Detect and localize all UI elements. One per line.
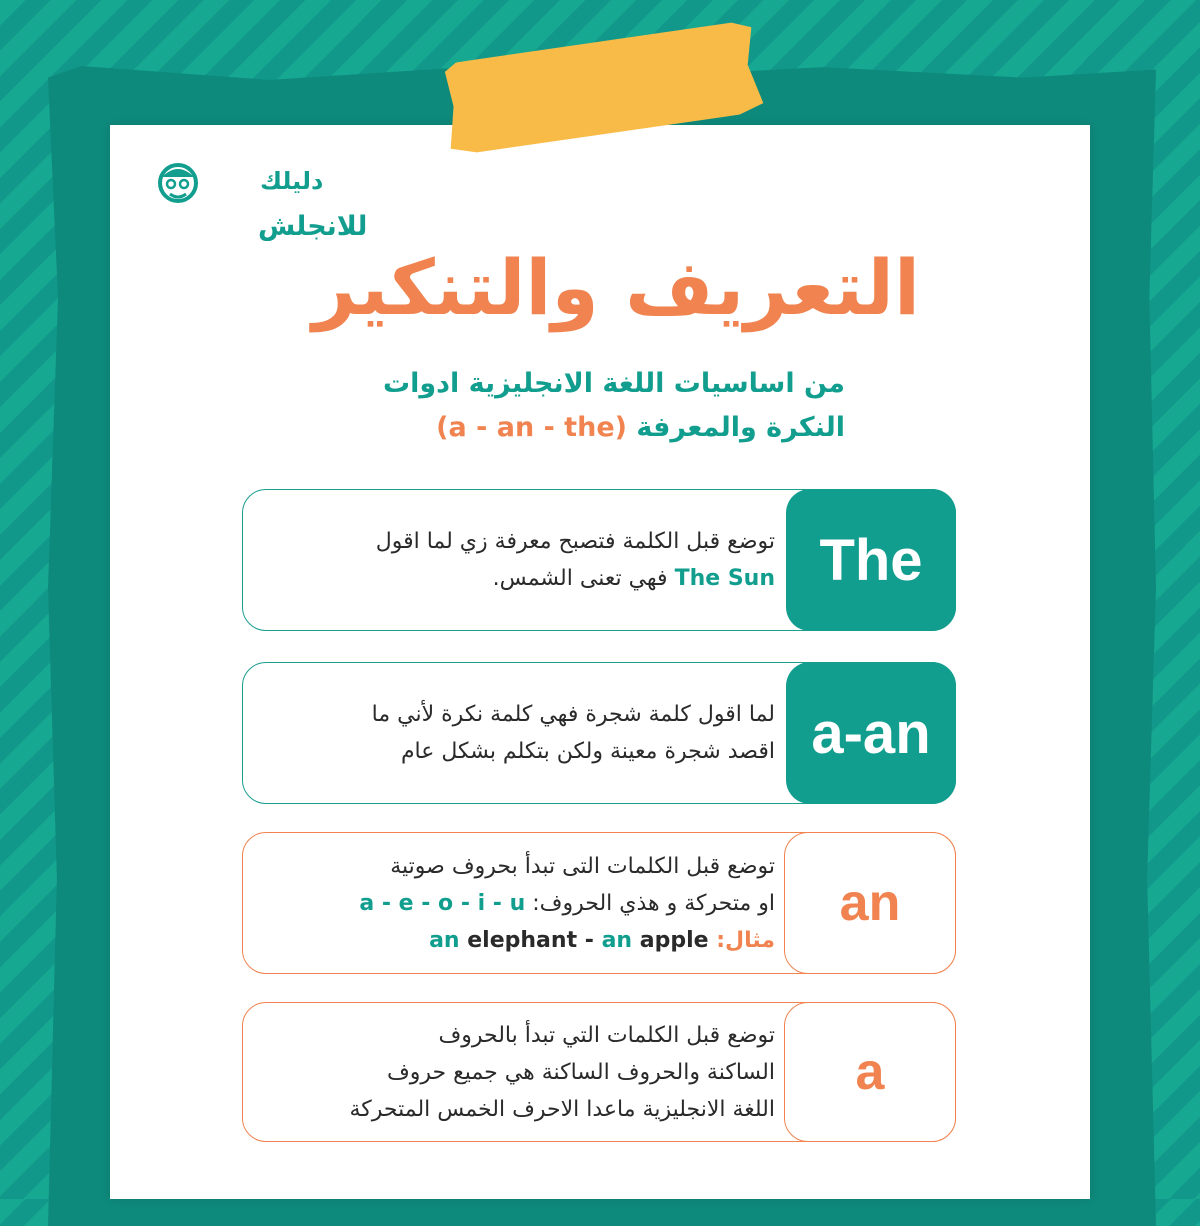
card-a <box>242 1002 956 1142</box>
card-the <box>242 489 956 631</box>
cartoon-face-icon <box>150 155 368 245</box>
subtitle-line-2-text: النكرة والمعرفة <box>636 412 845 443</box>
card-a-an-text <box>269 663 775 803</box>
subtitle <box>250 362 845 450</box>
card-a-line-2: الساكنة والحروف الساكنة هي جميع حروف <box>386 1059 775 1085</box>
card-a-an-line-1: لما اقول كلمة شجرة فهي كلمة نكرة لأني ما <box>371 702 775 727</box>
card-a-label: a <box>784 1002 956 1142</box>
card-an <box>242 832 956 974</box>
card-a-line-1: توضع قبل الكلمات التي تبدأ بالحروف <box>438 1022 775 1048</box>
card-the-text <box>269 490 775 630</box>
subtitle-line-2 <box>250 406 845 450</box>
example-an-1: an <box>429 927 460 953</box>
card-an-example <box>269 922 775 959</box>
vowel-letters: a - e - o - i - u <box>359 890 526 916</box>
logo-line-1: دليلك <box>260 167 324 195</box>
card-a-text <box>269 1003 775 1141</box>
card-an-line-2-text: او متحركة و هذي الحروف: <box>532 890 775 916</box>
card-an-line-1: توضع قبل الكلمات التى تبدأ بحروف صوتية <box>390 853 775 879</box>
card-the-label: The <box>786 489 956 631</box>
card-a-an-line-2: اقصد شجرة معينة ولكن بتكلم بشكل عام <box>400 739 775 764</box>
logo-line-2: للانجلش <box>258 211 368 242</box>
card-a-an <box>242 662 956 804</box>
example-an-2: an <box>601 927 633 953</box>
card-an-label: an <box>784 832 956 974</box>
card-the-line-1: توضع قبل الكلمة فتصبح معرفة زي لما اقول <box>375 529 775 554</box>
subtitle-articles: (a - an - the) <box>436 412 627 443</box>
page-title: التعريف والتنكير <box>312 243 920 332</box>
card-an-line-2 <box>269 885 775 922</box>
example-separator: - <box>584 927 594 953</box>
card-the-line-2 <box>269 560 775 597</box>
card-the-line-2-text: فهي تعنى الشمس. <box>492 566 668 591</box>
card-a-line-3: اللغة الانجليزية ماعدا الاحرف الخمس المتحركة <box>349 1096 775 1122</box>
subtitle-line-1: من اساسيات اللغة الانجليزية ادوات <box>382 368 845 399</box>
example-word-1: elephant <box>467 927 578 953</box>
example-word-2: apple <box>639 927 709 953</box>
example-phrase <box>429 928 709 953</box>
card-an-text <box>269 833 775 973</box>
brand-logo <box>150 155 368 245</box>
card-the-highlight: The Sun <box>674 566 775 591</box>
card-a-an-label: a-an <box>786 662 956 804</box>
example-label: مثال: <box>716 927 775 953</box>
